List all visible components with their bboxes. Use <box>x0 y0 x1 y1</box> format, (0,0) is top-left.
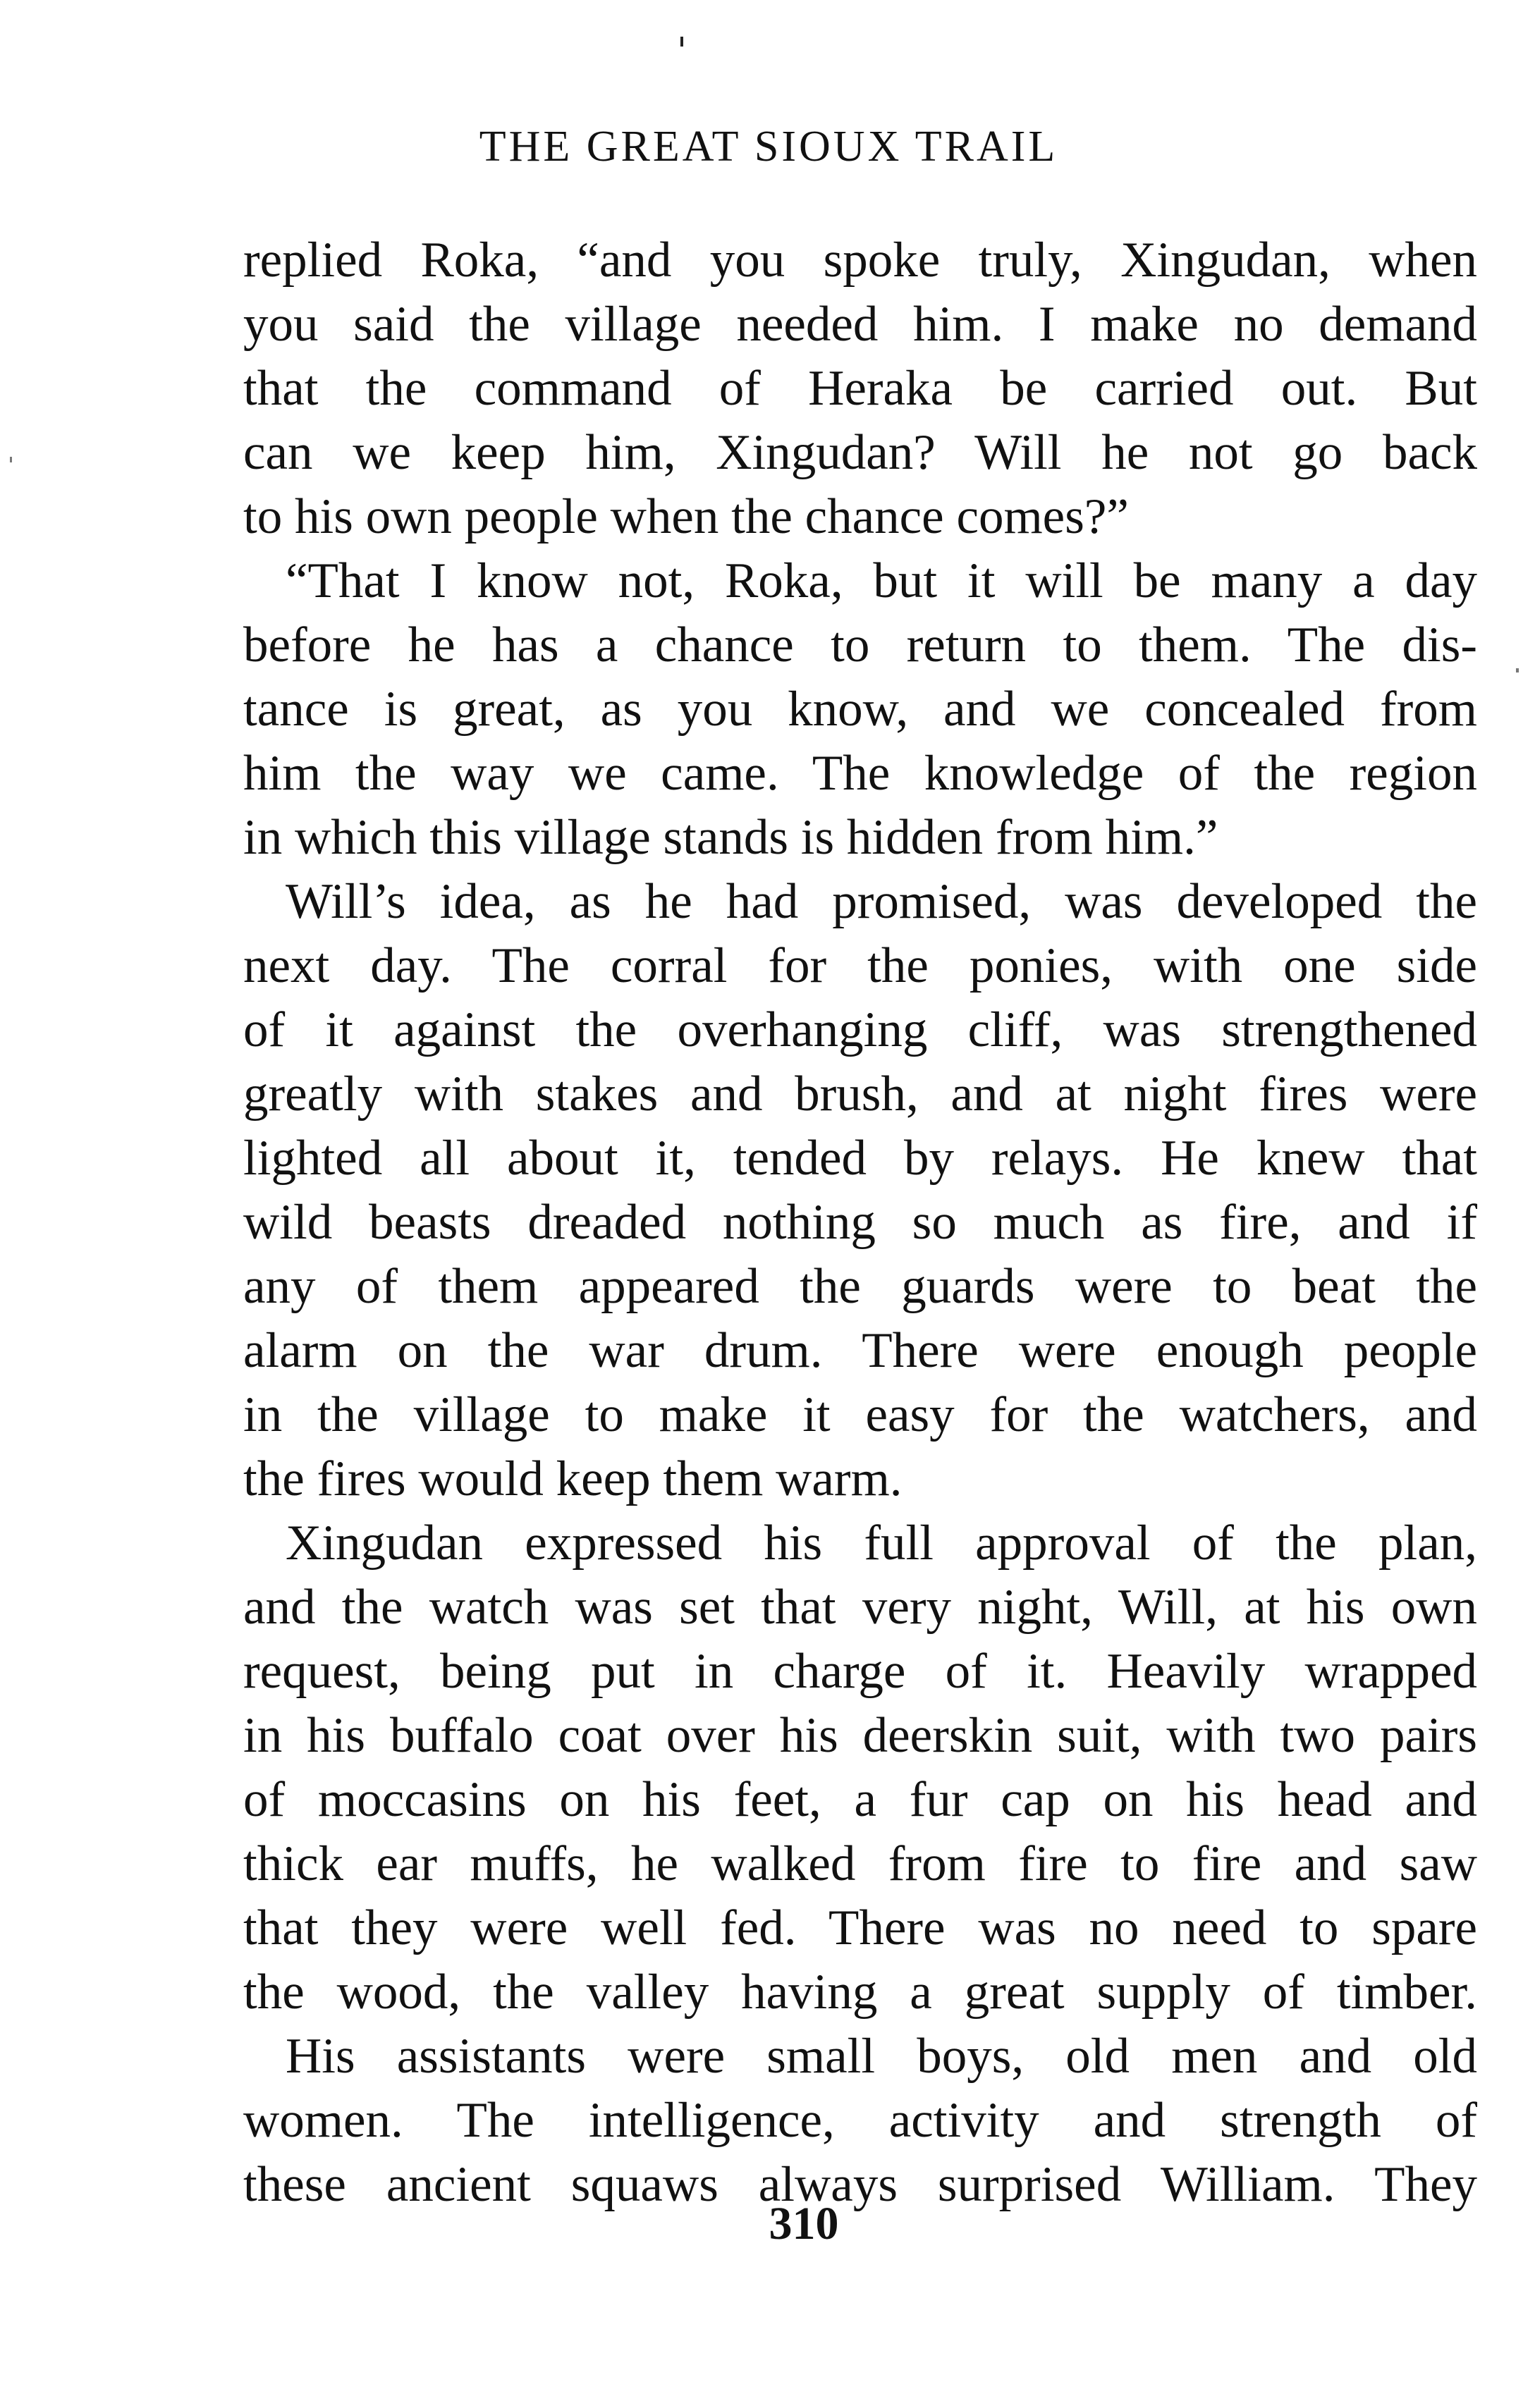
text-line: any of them appeared the guards were to beat the <box>243 1259 1477 1314</box>
text-line: tance is great, as you know, and we concealed from <box>243 682 1477 737</box>
text-line: thick ear muffs, he walked from fire to fire and saw <box>243 1836 1477 1891</box>
text-line: in his buffalo coat over his deerskin suit, with two pairs <box>243 1708 1477 1763</box>
text-line: that the command of Heraka be carried out. But <box>243 361 1477 416</box>
text-line: women. The intelligence, activity and strength of <box>243 2093 1477 2148</box>
text-line: the fires would keep them warm. <box>243 1451 903 1506</box>
print-speck <box>1516 668 1519 672</box>
text-line: wild beasts dreaded nothing so much as fire, and if <box>243 1195 1477 1250</box>
text-line: replied Roka, “and you spoke truly, Xingudan, when <box>243 233 1477 288</box>
text-line: him the way we came. The knowledge of the region <box>243 746 1477 801</box>
running-head: THE GREAT SIOUX TRAIL <box>479 123 1058 171</box>
text-line: you said the village needed him. I make no demand <box>243 297 1477 352</box>
text-line: greatly with stakes and brush, and at night fires were <box>243 1067 1477 1122</box>
text-line: can we keep him, Xingudan? Will he not go back <box>243 425 1477 480</box>
text-line: lighted all about it, tended by relays. He knew that <box>243 1131 1477 1186</box>
text-line: of it against the overhanging cliff, was strengthened <box>243 1002 1477 1057</box>
text-line: Xingudan expressed his full approval of the plan, <box>286 1516 1477 1571</box>
text-line: alarm on the war drum. There were enough people <box>243 1323 1477 1378</box>
text-line: that they were well fed. There was no need to spare <box>243 1900 1477 1955</box>
text-line: request, being put in charge of it. Heavily wrapped <box>243 1644 1477 1699</box>
text-line: the wood, the valley having a great supply of timber. <box>243 1965 1477 2020</box>
text-line: and the watch was set that very night, Will, at his own <box>243 1580 1477 1635</box>
text-line: in which this village stands is hidden from him.” <box>243 810 1218 865</box>
text-line: Will’s idea, as he had promised, was developed the <box>286 874 1477 929</box>
text-line: to his own people when the chance comes?” <box>243 489 1129 544</box>
text-line: next day. The corral for the ponies, with one side <box>243 938 1477 993</box>
text-line: before he has a chance to return to them. The dis- <box>243 618 1477 672</box>
print-speck <box>10 457 12 462</box>
text-line: His assistants were small boys, old men and old <box>286 2029 1477 2084</box>
text-line: “That I know not, Roka, but it will be many a day <box>286 553 1477 608</box>
page-number: 310 <box>769 2198 839 2249</box>
text-line: of moccasins on his feet, a fur cap on his head and <box>243 1772 1477 1827</box>
print-speck <box>680 37 683 47</box>
body-text <box>243 228 1477 2217</box>
text-line: these ancient squaws always surprised William. They <box>243 2157 1477 2212</box>
text-line: in the village to make it easy for the watchers, and <box>243 1387 1477 1442</box>
